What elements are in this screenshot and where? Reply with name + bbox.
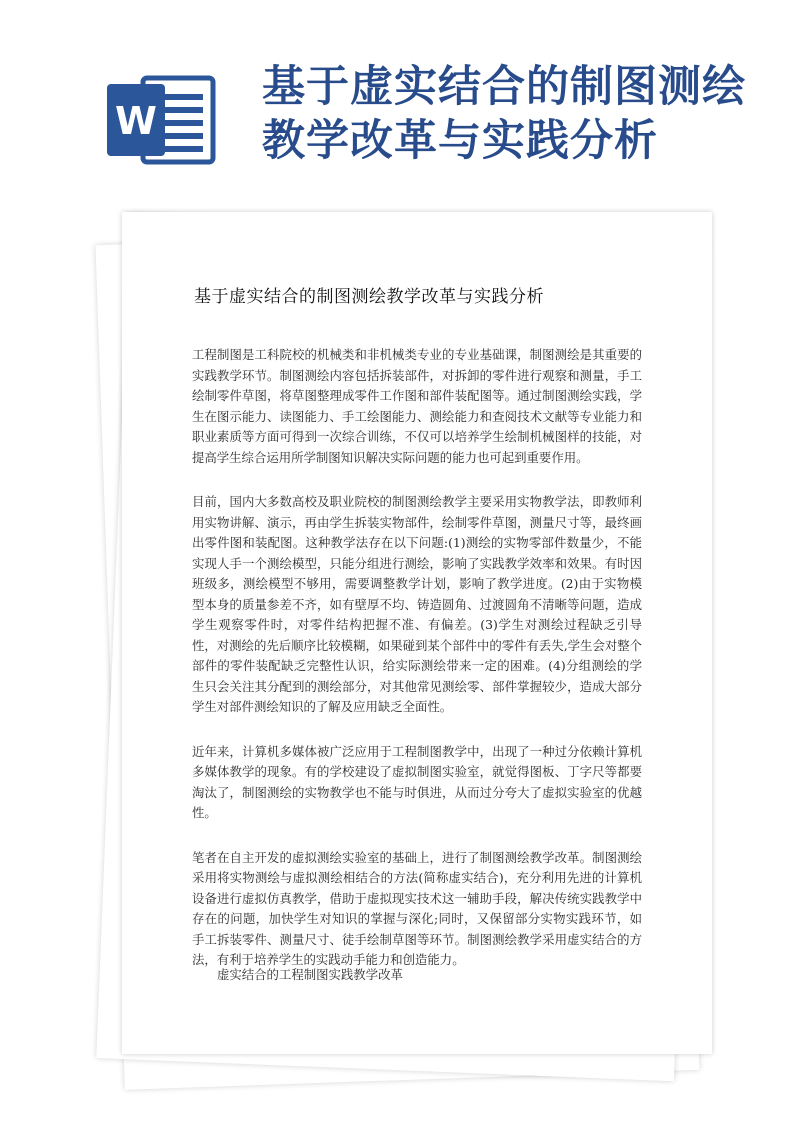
section-heading: 虚实结合的工程制图实践教学改革 bbox=[217, 967, 403, 982]
document-body bbox=[192, 345, 642, 995]
document-page bbox=[122, 212, 712, 1054]
paragraph: 工程制图是工科院校的机械类和非机械类专业的专业基础课，制图测绘是其重要的实践教学环节。制图测绘内容包括拆装部件，对拆卸的零件进行观察和测量，手工绘制零件草图，将草图整理成零件工作图和部件装配图等。通过制图测绘实践，学生在图示能力、读图能力、手工绘图能力、测绘能力和查阅技术文献等专业能力和职业素质等方面可得到一次综合训练，不仅可以培养学生绘制机械图样的技能，对提高学生综合运用所学制图知识解决实际问题的能力也可起到重要作用。 bbox=[192, 347, 642, 465]
header-title: 基于虚实结合的制图测绘教学改革与实践分析 bbox=[262, 62, 746, 166]
svg-text:W: W bbox=[115, 99, 157, 143]
paragraph: 近年来，计算机多媒体被广泛应用于工程制图教学中，出现了一种过分依赖计算机多媒体教学的现象。有的学校建设了虚拟制图实验室，就觉得图板、丁字尺等都要淘汰了，制图测绘的实物教学也不能与时俱进，从而过分夸大了虚拟实验室的优越性。 bbox=[192, 743, 642, 820]
document-title: 基于虚实结合的制图测绘教学改革与实践分析 bbox=[194, 287, 544, 307]
paragraph: 笔者在自主开发的虚拟测绘实验室的基础上，进行了制图测绘教学改革。制图测绘采用将实物测绘与虚拟测绘相结合的方法(简称虚实结合)，充分利用先进的计算机设备进行虚拟仿真教学，借助于虚拟现实技术这一辅助手段，解决传统实践教学中存在的问题，加快学生对知识的掌握与深化;同时，又保留部分实物实践环节，如手工拆装零件、测量尺寸、徒手绘制草图等环节。制图测绘教学采用虚实结合的方法，有利于培养学生的实践动手能力和创造能力。 bbox=[192, 849, 642, 967]
paragraph: 目前，国内大多数高校及职业院校的制图测绘教学主要采用实物教学法，即教师利用实物讲解、演示，再由学生拆装实物部件，绘制零件草图，测量尺寸等，最终画出零件图和装配图。这种教学法存在以下问题:(1)测绘的实物零部件数量少，不能实现人手一个测绘模型，只能分组进行测绘，影响了实践教学效率和效果。有时因班级多，测绘模型不够用，需要调整教学计划，影响了教学进度。(2)由于实物模型本身的质量参差不齐，如有壁厚不均、铸造圆角、过渡圆角不清晰等问题，造成学生观察零件时，对零件结构把握不准、有偏差。(3)学生对测绘过程缺乏引导性，对测绘的先后顺序比较模糊，如果碰到某个部件中的零件有丢失,学生会对整个部件的零件装配缺乏完整性认识，给实际测绘带来一定的困难。(4)分组测绘的学生只会关注其分配到的测绘部分，对其他常见测绘零、部件掌握较少，造成大部分学生对部件测绘知识的了解及应用缺乏全面性。 bbox=[192, 494, 643, 714]
